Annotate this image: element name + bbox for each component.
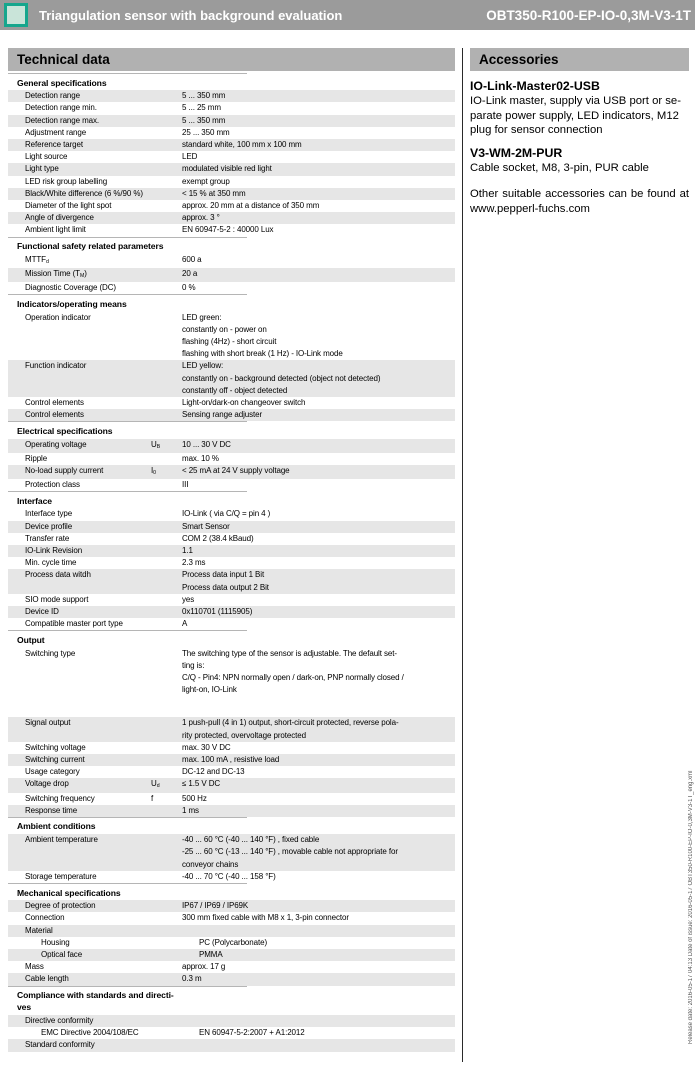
row-label: Housing	[41, 937, 70, 947]
row-label: Signal output	[25, 718, 71, 728]
section-header-line: Electrical specifications	[17, 425, 113, 436]
table-row	[8, 557, 455, 569]
row-value-line: constantly on - background detected (object not detected)	[182, 373, 381, 383]
row-value-line: flashing with short break (1 Hz) - IO-Link mode	[182, 349, 343, 359]
table-row	[8, 115, 455, 127]
row-value	[182, 1015, 455, 1027]
row-label: Compatible master port type	[25, 619, 123, 629]
table-row	[8, 754, 455, 766]
table-row	[8, 212, 455, 224]
table-row	[8, 766, 455, 778]
section-header-line: Interface	[17, 495, 52, 506]
document-edge-note: Release date: 2016-05-17 04:13 Date of issue: 2016-05-17 OBT350-R100-EP-IO-0,3M-V3-1T_eng.xml	[688, 770, 694, 1044]
table-row	[8, 508, 455, 520]
row-label: Response time	[25, 805, 78, 815]
row-label: Ambient temperature	[25, 835, 98, 845]
row-value	[182, 139, 455, 151]
row-value	[182, 90, 455, 102]
table-row	[8, 268, 455, 282]
row-value-line: PMMA	[199, 950, 223, 960]
table-row	[8, 312, 455, 361]
row-label: Switching voltage	[25, 742, 86, 752]
table-row	[8, 618, 455, 630]
row-value-line: approx. 17 g	[182, 962, 226, 972]
row-value	[182, 508, 455, 520]
table-row	[8, 397, 455, 409]
row-label: Process data witdh	[25, 570, 91, 580]
section-header	[8, 73, 247, 90]
row-label: Min. cycle time	[25, 558, 77, 568]
table-row	[8, 465, 455, 479]
row-value-line: 5 ... 350 mm	[182, 115, 226, 125]
table-row	[8, 912, 455, 924]
row-value-line: IO-Link ( via C/Q = pin 4 )	[182, 509, 271, 519]
row-label: Connection	[25, 913, 65, 923]
row-label: Usage category	[25, 767, 80, 777]
table-row	[8, 409, 455, 421]
table-row	[8, 176, 455, 188]
row-value-line: DC-12 and DC-13	[182, 767, 245, 777]
row-value-line: Process data input 1 Bit	[182, 570, 265, 580]
row-value	[182, 254, 455, 266]
table-row	[8, 594, 455, 606]
row-value-line: C/Q - Pin4: NPN normally open / dark-on, PNP normally closed /	[182, 673, 404, 683]
row-value-line: max. 30 V DC	[182, 742, 231, 752]
accessories-column	[470, 48, 689, 217]
column-divider	[462, 48, 463, 1062]
row-label: Switching type	[25, 648, 76, 658]
row-value	[182, 200, 455, 212]
row-value-line: 600 a	[182, 254, 202, 264]
row-label: LED risk group labelling	[25, 176, 108, 186]
table-row	[8, 453, 455, 465]
row-label: Light source	[25, 152, 68, 162]
table-row	[8, 925, 455, 937]
table-row	[8, 1039, 455, 1051]
row-value-line: 2.3 ms	[182, 558, 206, 568]
row-value	[182, 224, 455, 236]
row-value-line: 20 a	[182, 268, 198, 278]
section-header-line: Indicators/operating means	[17, 298, 127, 309]
section-header	[8, 817, 247, 834]
table-row	[8, 949, 455, 961]
row-value-line: EN 60947-5-2:2007 + A1:2012	[199, 1028, 305, 1038]
row-value-line: IP67 / IP69 / IP69K	[182, 901, 249, 911]
part-number: OBT350-R100-EP-IO-0,3M-V3-1T	[486, 7, 691, 23]
row-label: Light type	[25, 164, 59, 174]
section-header-line: Compliance with standards and directi-	[17, 990, 174, 1001]
row-label: Ripple	[25, 453, 48, 463]
table-row	[8, 834, 455, 871]
row-value	[182, 793, 455, 805]
table-row	[8, 282, 455, 294]
table-row	[8, 545, 455, 557]
row-value	[182, 102, 455, 114]
row-value-line: ≤ 1.5 V DC	[182, 779, 221, 789]
row-label: Device ID	[25, 607, 59, 617]
table-row	[8, 439, 455, 453]
row-label: $MTTF_d$	[25, 254, 49, 265]
row-label: Degree of protection	[25, 901, 96, 911]
row-label: Function indicator	[25, 361, 87, 371]
table-row	[8, 778, 455, 792]
table-row	[8, 102, 455, 114]
technical-data-column	[8, 48, 455, 1052]
table-row	[8, 742, 455, 754]
table-row	[8, 127, 455, 139]
table-row	[8, 224, 455, 236]
row-label: Control elements	[25, 397, 84, 407]
row-value-line: approx. 3 °	[182, 213, 220, 223]
section-header-line: Functional safety related parameters	[17, 241, 164, 252]
sensor-type-title: Triangulation sensor with background evaluation	[39, 7, 343, 23]
row-value-line: 500 Hz	[182, 793, 207, 803]
row-symbol: f	[151, 793, 154, 803]
table-row	[8, 871, 455, 883]
content-columns	[0, 48, 695, 1062]
table-row	[8, 1015, 455, 1027]
row-value	[182, 778, 455, 790]
section-header	[8, 986, 247, 1015]
row-label: Transfer rate	[25, 533, 70, 543]
row-label: Operation indicator	[25, 312, 91, 322]
section-header	[8, 294, 247, 311]
row-value-line: Process data output 2 Bit	[182, 582, 269, 592]
row-value	[182, 742, 455, 754]
row-value	[182, 912, 455, 924]
row-label: Ambient light limit	[25, 225, 86, 235]
table-row	[8, 139, 455, 151]
row-label: Mass	[25, 962, 44, 972]
table-row	[8, 805, 455, 817]
row-value	[182, 188, 455, 200]
row-value	[182, 151, 455, 163]
row-value	[182, 594, 455, 606]
table-row	[8, 569, 455, 593]
row-value	[182, 479, 455, 491]
row-value-line: 0 %	[182, 283, 196, 293]
table-row	[8, 521, 455, 533]
page-header-bar	[0, 0, 695, 30]
row-label: EMC Directive 2004/108/EC	[41, 1028, 139, 1038]
row-value-line: yes	[182, 594, 195, 604]
row-value-line: Light-on/dark-on changeover switch	[182, 397, 306, 407]
table-row	[8, 973, 455, 985]
row-value-line: LED green:	[182, 312, 222, 322]
row-value	[182, 282, 455, 294]
row-value	[182, 268, 455, 280]
row-value-line: 10 ... 30 V DC	[182, 439, 231, 449]
row-value-line: < 15 % at 350 mm	[182, 188, 246, 198]
row-value	[182, 900, 455, 912]
row-label: IO-Link Revision	[25, 546, 83, 555]
table-row	[8, 606, 455, 618]
row-value-line: max. 100 mA , resistive load	[182, 755, 280, 765]
row-value-line: -40 ... 70 °C (-40 ... 158 °F)	[182, 871, 276, 881]
row-value	[182, 312, 455, 361]
technical-data-bar: Technical data	[8, 48, 455, 71]
table-row	[8, 937, 455, 949]
row-label: Directive conformity	[25, 1016, 94, 1026]
table-row	[8, 163, 455, 175]
row-value	[182, 569, 455, 593]
row-label: Switching frequency	[25, 793, 95, 803]
section-header	[8, 491, 247, 508]
row-value-line: 1 ms	[182, 805, 199, 815]
row-label: Black/White difference (6 %/90 %)	[25, 188, 143, 198]
row-value	[182, 973, 455, 985]
row-value	[182, 717, 455, 741]
table-row	[8, 961, 455, 973]
row-value	[182, 521, 455, 533]
section-header-line: Output	[17, 634, 45, 645]
row-value	[182, 360, 455, 397]
row-label: Switching current	[25, 755, 85, 765]
row-label: Operating voltage	[25, 439, 87, 449]
row-label: Protection class	[25, 479, 80, 489]
row-value-line: -40 ... 60 °C (-40 ... 140 °F) , fixed cable	[182, 835, 320, 845]
table-row	[8, 1027, 455, 1039]
table-row	[8, 90, 455, 102]
row-value	[182, 212, 455, 224]
row-value	[182, 648, 455, 697]
section-header-line: Mechanical specifications	[17, 887, 121, 898]
row-value-line: constantly on - power on	[182, 324, 267, 334]
row-symbol: $U_B$	[151, 439, 161, 450]
section-header-line: General specifications	[17, 77, 107, 88]
row-value	[182, 766, 455, 778]
table-row	[8, 188, 455, 200]
row-value	[182, 754, 455, 766]
section-header	[8, 421, 247, 438]
accessory-item	[470, 146, 689, 176]
row-value-line: PC (Polycarbonate)	[199, 937, 268, 947]
technical-table	[8, 73, 455, 1052]
row-value	[182, 545, 455, 557]
row-value-line: < 25 mA at 24 V supply voltage	[182, 465, 290, 475]
row-value	[182, 176, 455, 188]
row-value	[182, 557, 455, 569]
row-value	[182, 834, 455, 871]
row-label: Storage temperature	[25, 871, 97, 881]
row-value-line: 1.1	[182, 546, 193, 555]
row-label: Material	[25, 925, 53, 935]
table-row	[8, 717, 455, 741]
row-value-line: standard white, 100 mm x 100 mm	[182, 140, 302, 150]
row-label: Interface type	[25, 509, 73, 519]
row-value	[182, 163, 455, 175]
row-value	[182, 925, 455, 937]
row-label: Detection range min.	[25, 103, 97, 113]
row-value-line: conveyor chains	[182, 859, 239, 869]
row-value	[182, 533, 455, 545]
section-header	[8, 237, 247, 254]
table-row	[8, 254, 455, 268]
accessory-desc-line: Cable socket, M8, 3-pin, PUR cable	[470, 161, 649, 174]
row-value-line: The switching type of the sensor is adjustable. The default set-	[182, 648, 397, 658]
row-value-line: 0x110701 (1115905)	[182, 607, 253, 617]
row-value-line: modulated visible red light	[182, 164, 272, 174]
section-header-line: ves	[17, 1002, 32, 1013]
row-value	[182, 871, 455, 883]
table-row	[8, 648, 455, 718]
row-value	[199, 1027, 455, 1039]
row-value	[182, 618, 455, 630]
row-value-line: max. 10 %	[182, 453, 219, 463]
row-label: Mission Time $(T_M)$	[25, 268, 87, 279]
row-label: Device profile	[25, 521, 73, 531]
row-value	[182, 115, 455, 127]
row-value	[182, 409, 455, 421]
row-label: Optical face	[41, 950, 83, 960]
row-symbol: $U_d$	[151, 779, 160, 790]
row-value-line: exempt group	[182, 176, 230, 186]
row-label: Diameter of the light spot	[25, 201, 112, 211]
row-value-line: constantly off - object detected	[182, 385, 288, 395]
row-value	[182, 439, 455, 451]
row-label: Reference target	[25, 140, 83, 150]
row-label: SIO mode support	[25, 594, 89, 604]
accessories-bar: Accessories	[470, 48, 689, 71]
section-header-line: Ambient conditions	[17, 821, 96, 832]
row-value	[182, 1039, 455, 1051]
row-value-line: 5 ... 25 mm	[182, 103, 221, 113]
row-value-line: rity protected, overvoltage protected	[182, 730, 306, 740]
accessories-note: Other suitable accessories can be found at www.pepperl-fuchs.com	[470, 188, 689, 215]
row-value-line: light-on, IO-Link	[182, 685, 237, 695]
row-value	[182, 127, 455, 139]
table-row	[8, 360, 455, 397]
row-label: Voltage drop	[25, 779, 69, 789]
row-value-line: Smart Sensor	[182, 521, 230, 531]
table-row	[8, 479, 455, 491]
row-value-line: A	[182, 619, 188, 629]
accessories-list	[470, 79, 689, 175]
row-value-line: LED yellow:	[182, 361, 224, 371]
row-value-line: approx. 20 mm at a distance of 350 mm	[182, 201, 320, 211]
table-row	[8, 151, 455, 163]
row-value	[182, 397, 455, 409]
row-label: Detection range	[25, 91, 80, 101]
table-row	[8, 533, 455, 545]
row-value-line: Sensing range adjuster	[182, 410, 263, 420]
table-row	[8, 900, 455, 912]
row-label: Detection range max.	[25, 115, 100, 125]
row-value-line: 5 ... 350 mm	[182, 91, 226, 101]
brand-logo-icon	[4, 3, 28, 27]
accessory-desc-line: plug for sensor connection	[470, 124, 603, 137]
accessory-title: IO-Link-Master02-USB	[470, 79, 600, 93]
row-label: Adjustment range	[25, 127, 87, 137]
row-value	[199, 937, 455, 949]
row-label: Diagnostic Coverage (DC)	[25, 283, 116, 293]
table-row	[8, 200, 455, 212]
row-value-line: ting is:	[182, 660, 205, 670]
row-value	[199, 949, 455, 961]
row-value	[182, 606, 455, 618]
row-value	[182, 961, 455, 973]
row-value-line: 1 push-pull (4 in 1) output, short-circuit protected, reverse pola-	[182, 718, 399, 728]
accessory-item	[470, 79, 689, 138]
section-header	[8, 883, 247, 900]
row-value-line: 300 mm fixed cable with M8 x 1, 3-pin connector	[182, 913, 349, 923]
section-header	[8, 630, 247, 647]
row-label: No-load supply current	[25, 465, 104, 475]
row-value	[182, 453, 455, 465]
row-value	[182, 465, 455, 477]
row-symbol: $I_0$	[151, 465, 157, 476]
row-value	[182, 805, 455, 817]
accessory-title: V3-WM-2M-PUR	[470, 145, 563, 160]
row-value-line: 25 ... 350 mm	[182, 127, 230, 137]
row-label: Standard conformity	[25, 1040, 95, 1050]
table-row	[8, 793, 455, 805]
row-value-line: LED	[182, 152, 198, 162]
row-value-line: EN 60947-5-2 : 40000 Lux	[182, 225, 274, 235]
row-value-line: 0.3 m	[182, 974, 202, 984]
accessory-desc-line: IO-Link master, supply via USB port or se-	[470, 95, 681, 107]
row-value-line: -25 ... 60 °C (-13 ... 140 °F) , movable cable not appropriate for	[182, 847, 398, 857]
row-label: Control elements	[25, 410, 84, 420]
row-label: Cable length	[25, 974, 69, 984]
row-value-line: III	[182, 479, 189, 489]
row-value-line: flashing (4Hz) - short circuit	[182, 336, 277, 346]
accessory-desc-line: parate power supply, LED indicators, M12	[470, 109, 679, 122]
row-value-line: COM 2 (38.4 kBaud)	[182, 533, 254, 543]
row-label: Angle of divergence	[25, 213, 94, 223]
